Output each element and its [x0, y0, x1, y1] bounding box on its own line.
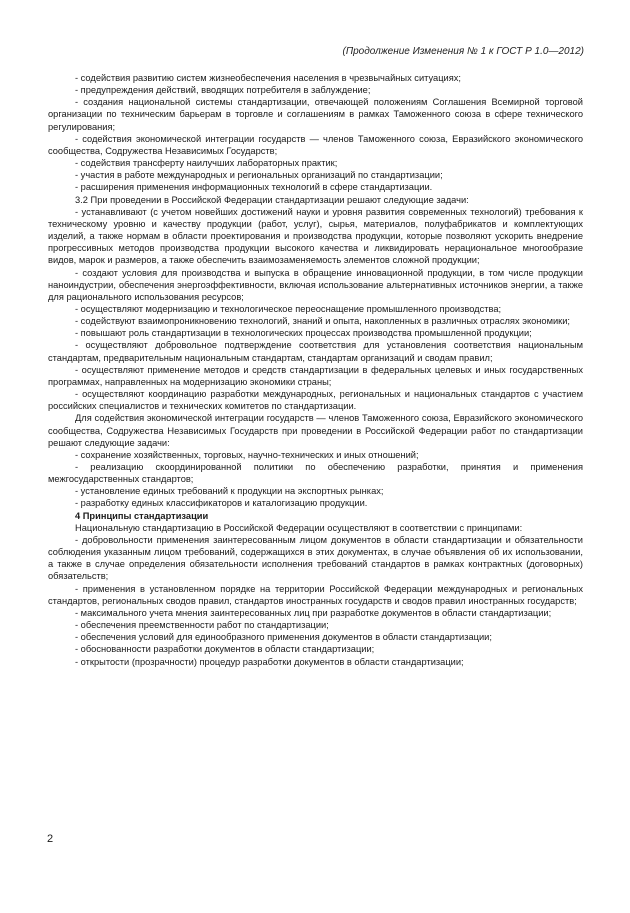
- document-body: [48, 72, 583, 668]
- paragraph: - обоснованности разработки документов в области стандартизации;: [75, 644, 375, 655]
- paragraph: - содействия развитию систем жизнеобеспечения населения в чрезвычайных ситуациях;: [75, 73, 462, 83]
- paragraph: Для содействия экономической интеграции государств — членов Таможенного союза, Евразийского экономического сообщества, Содружества Независимых Государств при проведении в Российской Федерации работ по стандартизации решают следующие задачи:: [48, 413, 583, 448]
- paragraph: - установление единых требований к продукции на экспортных рынках;: [75, 486, 384, 497]
- paragraph: - реализацию скоординированной политики по обеспечению разработки, принятия и применения межгосударственных стандартов;: [48, 462, 583, 485]
- page-header: (Продолжение Изменения № 1 к ГОСТ Р 1.0—2012): [342, 46, 584, 57]
- paragraph: - максимального учета мнения заинтересованных лиц при разработке документов в области стандартизации;: [75, 607, 552, 618]
- paragraph: - применения в установленном порядке на территории Российской Федерации международных и региональных стандартов, региональных сводов правил, стандартов иностранных государств и сводов правил иностранных государств;: [48, 583, 583, 606]
- paragraph: - осуществляют добровольное подтверждение соответствия для установления соответствия национальным стандартам, предварительным национальным стандартам, стандартам организаций и сводам правил;: [48, 340, 583, 363]
- paragraph: - создания национальной системы стандартизации, отвечающей положениям Соглашения Всемирной торговой организации по техническим барьерам в торговле и соглашениям в рамках Таможенного союза в сфере технического регулирования;: [48, 97, 583, 132]
- paragraph: - предупреждения действий, вводящих потребителя в заблуждение;: [75, 85, 371, 96]
- paragraph: - обеспечения условий для единообразного применения документов в области стандартизации;: [75, 632, 492, 643]
- paragraph: - обеспечения преемственности работ по стандартизации;: [75, 620, 329, 631]
- paragraph: - осуществляют модернизацию и технологическое переоснащение промышленного производства;: [75, 303, 502, 314]
- paragraph: - содействуют взаимопроникновению технологий, знаний и опыта, накопленных в различных отраслях экономики;: [75, 316, 571, 327]
- paragraph: - расширения применения информационных технологий в сфере стандартизации.: [75, 182, 433, 193]
- paragraph: - устанавливают (с учетом новейших достижений науки и уровня развития современных технологий) требования к техническому уровню и качеству продукции (работ, услуг), сырья, материалов, полуфабрикатов и комплектующих изделий, а также нормам в области проектирования и производства продукции, которые позволяют ускорить внедрение прогрессивных методов производства продукции высокого качества и ликвидировать нерациональное многообразие видов, марок и размеров, а также обеспечить взаимозаменяемость элементов сложной продукции;: [48, 206, 583, 266]
- paragraph: 3.2 При проведении в Российской Федерации стандартизации решают следующие задачи:: [75, 194, 469, 205]
- page-number: 2: [47, 833, 54, 845]
- section-heading: 4 Принципы стандартизации: [75, 510, 209, 521]
- paragraph: - открытости (прозрачности) процедур разработки документов в области стандартизации;: [75, 656, 464, 667]
- paragraph: - осуществляют координацию разработки международных, региональных и национальных стандартов с участием российских специалистов и технических комитетов по стандартизации.: [48, 389, 583, 412]
- paragraph: - повышают роль стандартизации в технологических процессах производства промышленной продукции;: [75, 328, 532, 339]
- paragraph: - разработку единых классификаторов и каталогизацию продукции.: [75, 498, 368, 509]
- paragraph: - сохранение хозяйственных, торговых, научно-технических и иных отношений;: [75, 449, 419, 460]
- paragraph: - содействия экономической интеграции государств — членов Таможенного союза, Евразийского экономического сообщества, Содружества Независимых Государств;: [48, 133, 583, 156]
- paragraph: - осуществляют применение методов и средств стандартизации в федеральных целевых и иных государственных программах, направленных на модернизацию экономики страны;: [48, 364, 583, 387]
- paragraph: - создают условия для производства и выпуска в обращение инновационной продукции, в том числе продукции наноиндустрии, обеспечения энергоэффективности, включая использование альтернативных источников энергии, а также для рационального использования ресурсов;: [48, 267, 583, 302]
- paragraph: Национальную стандартизацию в Российской Федерации осуществляют в соответствии с принципами:: [75, 522, 523, 533]
- paragraph: - содействия трансферту наилучших лабораторных практик;: [75, 158, 338, 169]
- paragraph: - добровольности применения заинтересованным лицом документов в области стандартизации и обязательности соблюдения указанным лицом требований, содержащихся в этих документах, в случае объявления об их использовании, а также в случае определения обязательности исполнения требований стандартов в рамках контрактных (договорных) обязательств;: [48, 534, 583, 582]
- paragraph: - участия в работе международных и региональных организаций по стандартизации;: [75, 170, 443, 181]
